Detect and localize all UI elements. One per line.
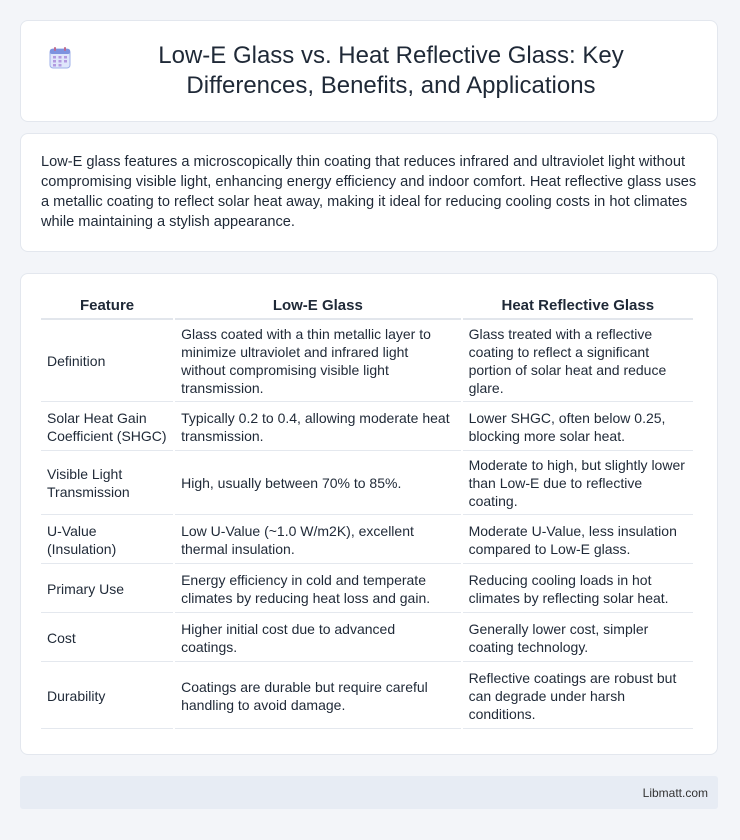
header-card bbox=[20, 20, 718, 122]
column-header-feature: Feature bbox=[41, 292, 173, 320]
page-title: Low-E Glass vs. Heat Reflective Glass: Key Differences, Benefits, and Applications bbox=[158, 42, 624, 99]
footer-bar bbox=[20, 776, 718, 809]
feature-cell: Cost bbox=[41, 613, 173, 662]
feature-cell: Solar Heat Gain Coefficient (SHGC) bbox=[41, 402, 173, 451]
heat-reflective-cell: Moderate U-Value, less insulation compared to Low-E glass. bbox=[463, 515, 693, 564]
intro-text: Low-E glass features a microscopically thin coating that reduces infrared and ultraviolet light without compromising visible light, enhancing energy efficiency and indoor comfort. Heat reflective glass uses a metallic coating to reflect solar heat away, making it ideal for reducing cooling costs in hot climates while maintaining a stylish appearance. bbox=[41, 154, 697, 230]
low-e-cell: Higher initial cost due to advanced coatings. bbox=[175, 613, 460, 662]
low-e-cell: High, usually between 70% to 85%. bbox=[175, 451, 460, 515]
table-row bbox=[41, 564, 693, 613]
low-e-cell: Glass coated with a thin metallic layer to minimize ultraviolet and infrared light without compromising visible light transmission. bbox=[175, 320, 460, 402]
header-inner bbox=[49, 41, 689, 101]
low-e-cell: Coatings are durable but require careful handling to avoid damage. bbox=[175, 662, 460, 729]
feature-cell: Primary Use bbox=[41, 564, 173, 613]
table-row bbox=[41, 320, 693, 402]
calendar-icon bbox=[49, 47, 71, 69]
feature-cell: Visible Light Transmission bbox=[41, 451, 173, 515]
footer-brand[interactable]: Libmatt.com bbox=[642, 785, 708, 800]
feature-cell: U-Value (Insulation) bbox=[41, 515, 173, 564]
heat-reflective-cell: Reflective coatings are robust but can degrade under harsh conditions. bbox=[463, 662, 693, 729]
comparison-table-card bbox=[20, 273, 718, 755]
feature-cell: Definition bbox=[41, 320, 173, 402]
heat-reflective-cell: Moderate to high, but slightly lower than Low-E due to reflective coating. bbox=[463, 451, 693, 515]
column-header-low-e: Low-E Glass bbox=[175, 292, 460, 320]
column-header-heat-reflective: Heat Reflective Glass bbox=[463, 292, 693, 320]
heat-reflective-cell: Lower SHGC, often below 0.25, blocking more solar heat. bbox=[463, 402, 693, 451]
low-e-cell: Typically 0.2 to 0.4, allowing moderate heat transmission. bbox=[175, 402, 460, 451]
low-e-cell: Energy efficiency in cold and temperate climates by reducing heat loss and gain. bbox=[175, 564, 460, 613]
table-row bbox=[41, 662, 693, 729]
heat-reflective-cell: Reducing cooling loads in hot climates by reflecting solar heat. bbox=[463, 564, 693, 613]
table-row bbox=[41, 613, 693, 662]
low-e-cell: Low U-Value (~1.0 W/m2K), excellent thermal insulation. bbox=[175, 515, 460, 564]
feature-cell: Durability bbox=[41, 662, 173, 729]
table-row bbox=[41, 402, 693, 451]
table-row bbox=[41, 451, 693, 515]
table-row bbox=[41, 515, 693, 564]
table-header-row bbox=[41, 292, 693, 320]
heat-reflective-cell: Glass treated with a reflective coating to reflect a significant portion of solar heat and reduce glare. bbox=[463, 320, 693, 402]
heat-reflective-cell: Generally lower cost, simpler coating technology. bbox=[463, 613, 693, 662]
intro-card bbox=[20, 133, 718, 252]
comparison-table bbox=[39, 292, 695, 729]
